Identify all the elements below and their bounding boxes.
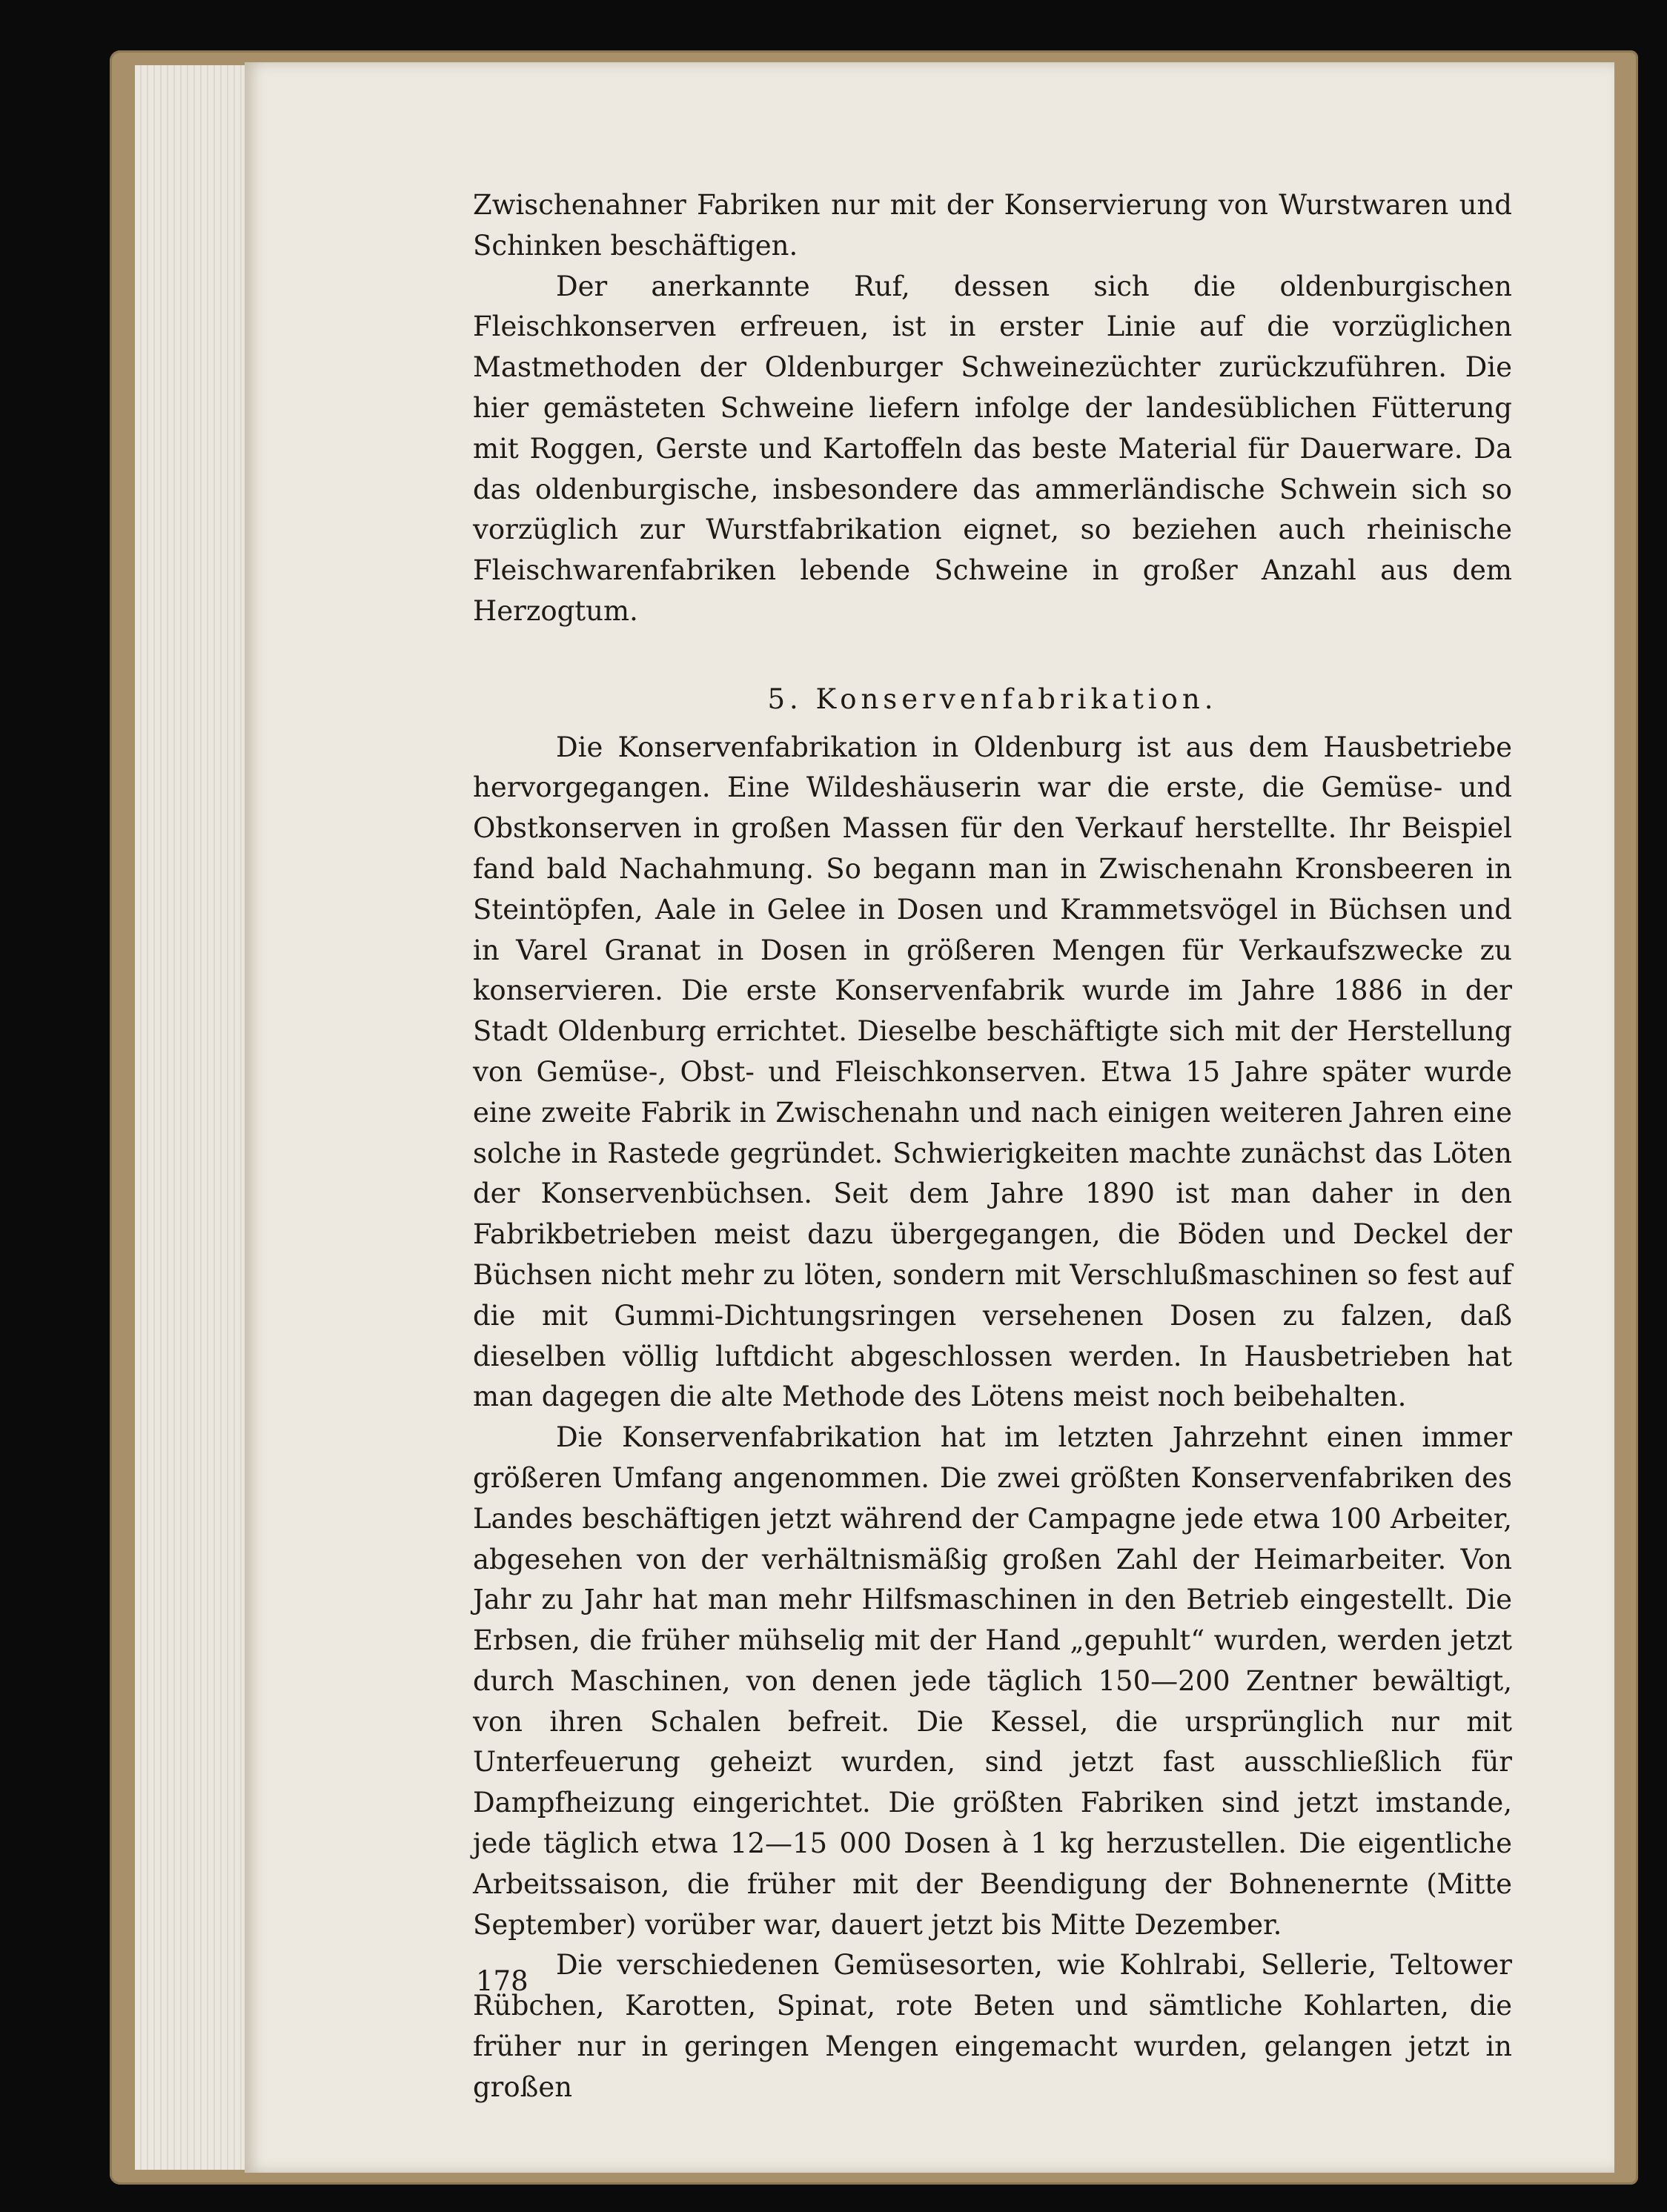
page-text — [473, 185, 1512, 2108]
page-edges — [135, 65, 262, 2170]
paragraph: Die Konservenfabrikation hat im letzten Jahrzehnt einen immer größeren Umfang angenommen. Die zwei größten Konservenfabriken des Landes beschäftigen jetzt während der Campagne jede etwa 100 Arbeiter, abgesehen von der verhältnismäßig großen Zahl der Heimarbeiter. Von Jahr zu Jahr hat man mehr Hilfsmaschinen in den Betrieb eingestellt. Die Erbsen, die früher mühselig mit der Hand „gepuhlt“ wurden, werden jetzt durch Maschinen, von denen jede täglich 150—200 Zentner bewältigt, von ihren Schalen befreit. Die Kessel, die ursprünglich nur mit Unterfeuerung geheizt wurden, sind jetzt fast ausschließlich für Dampfheizung eingerichtet. Die größten Fabriken sind jetzt imstande, jede täglich etwa 12—15 000 Dosen à 1 kg herzustellen. Die eigentliche Arbeitssaison, die früher mit der Beendigung der Bohnenernte (Mitte September) vorüber war, dauert jetzt bis Mitte Dezember. — [473, 1421, 1512, 1941]
paragraph: Die verschiedenen Gemüsesorten, wie Kohlrabi, Sellerie, Teltower Rübchen, Karotten, Spinat, rote Beten und sämtliche Kohlarten, die früher nur in geringen Mengen eingemacht wurden, gelangen jetzt in großen — [473, 1949, 1512, 2103]
section-heading: 5. Konservenfabrikation. — [767, 682, 1218, 715]
paragraph-continuation: Zwischenahner Fabriken nur mit der Konservierung von Wurstwaren und Schinken beschäftigen. — [473, 189, 1512, 262]
paragraph: Der anerkannte Ruf, dessen sich die oldenburgischen Fleischkonserven erfreuen, ist in erster Linie auf die vorzüglichen Mastmethoden der Oldenburger Schweinezüchter zurückzuführen. Die hier gemästeten Schweine liefern infolge der landesüblichen Fütterung mit Roggen, Gerste und Kartoffeln das beste Material für Dauerware. Da das oldenburgische, insbesondere das ammerländische Schwein sich so vorzüglich zur Wurstfabrikation eignet, so beziehen auch rheinische Fleischwarenfabriken lebende Schweine in großer Anzahl aus dem Herzogtum. — [473, 270, 1512, 627]
page-number: 178 — [476, 1965, 528, 1997]
book-page — [245, 62, 1614, 2173]
paragraph: Die Konservenfabrikation in Oldenburg ist aus dem Hausbetriebe hervorgegangen. Eine Wildeshäuserin war die erste, die Gemüse- und Obstkonserven in großen Massen für den Verkauf herstellte. Ihr Beispiel fand bald Nachahmung. So begann man in Zwischenahn Kronsbeeren in Steintöpfen, Aale in Gelee in Dosen und Krammetsvögel in Büchsen und in Varel Granat in Dosen in größeren Mengen für Verkaufszwecke zu konservieren. Die erste Konservenfabrik wurde im Jahre 1886 in der Stadt Oldenburg errichtet. Dieselbe beschäftigte sich mit der Herstellung von Gemüse-, Obst- und Fleischkonserven. Etwa 15 Jahre später wurde eine zweite Fabrik in Zwischenahn und nach einigen weiteren Jahren eine solche in Rastede gegründet. Schwierigkeiten machte zunächst das Löten der Konservenbüchsen. Seit dem Jahre 1890 ist man daher in den Fabrikbetrieben meist dazu übergegangen, die Böden und Deckel der Büchsen nicht mehr zu löten, sondern mit Verschlußmaschinen so fest auf die mit Gummi-Dichtungsringen versehenen Dosen zu falzen, daß dieselben völlig luftdicht abgeschlossen werden. In Hausbetrieben hat man dagegen die alte Methode des Lötens meist noch beibehalten. — [473, 731, 1512, 1413]
